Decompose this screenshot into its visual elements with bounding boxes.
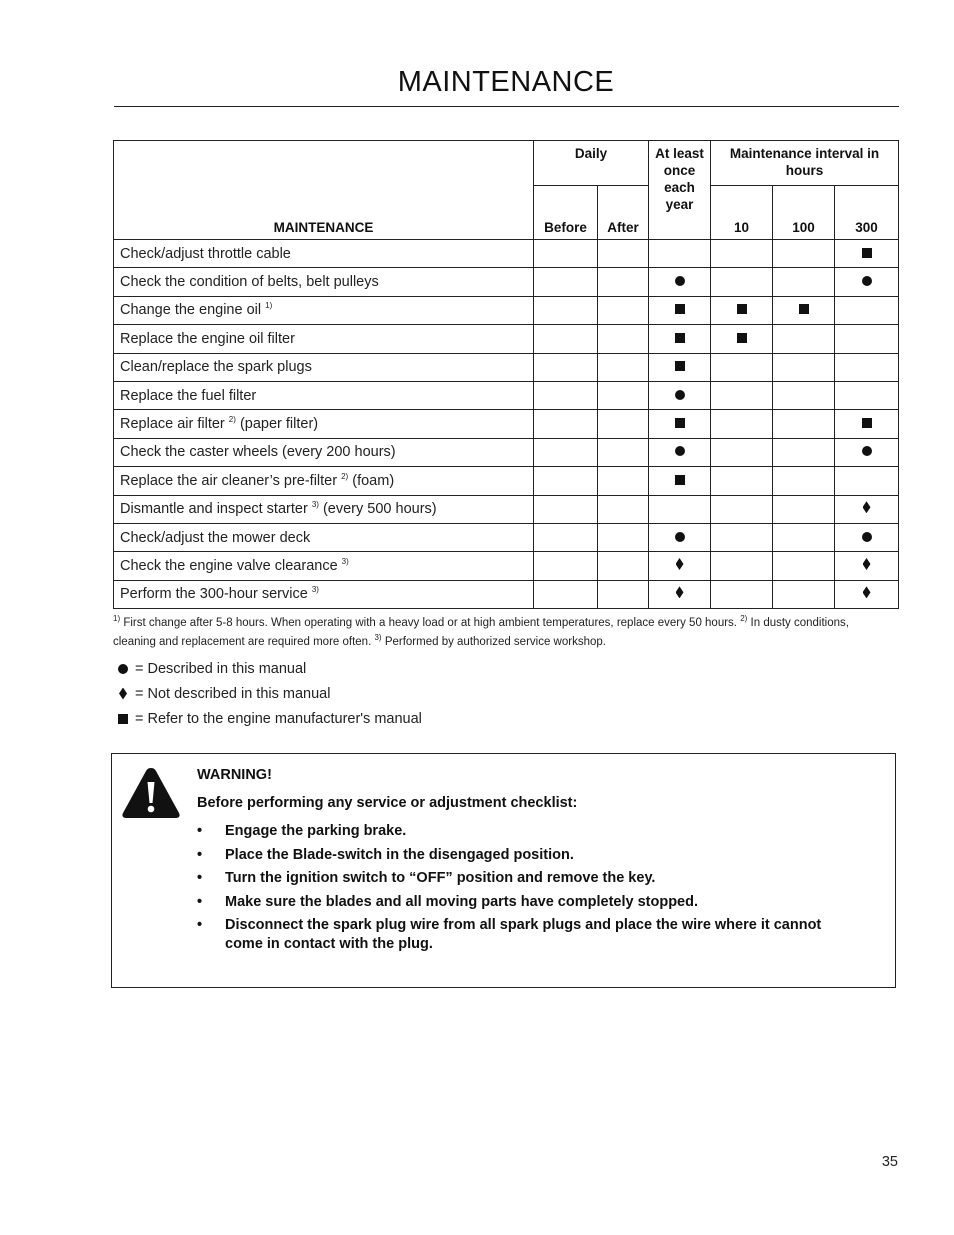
- cell-10-hours: [711, 325, 773, 353]
- cell-100-hours: [773, 552, 835, 580]
- warning-lead: Before performing any service or adjustment checklist:: [197, 795, 578, 811]
- cell-300-hours: [835, 410, 899, 438]
- cell-10-hours: [711, 523, 773, 551]
- cell-10-hours: [711, 296, 773, 324]
- diamond-icon: [119, 688, 127, 700]
- square-icon: [737, 304, 747, 314]
- footnote-ref: 2): [341, 471, 349, 481]
- cell-10-hours: [711, 240, 773, 268]
- cell-once-each-year: [649, 353, 711, 381]
- task-name: Replace the fuel filter: [120, 387, 257, 404]
- cell-100-hours: [773, 353, 835, 381]
- warning-item-text: Disconnect the spark plug wire from all spark plugs and place the wire where it cannot come in contact with the plug.: [225, 917, 822, 952]
- warning-list: [197, 822, 837, 954]
- warning-triangle-icon: [121, 766, 181, 820]
- legend-label-described: = Described in this manual: [135, 660, 307, 677]
- task-cell: [114, 552, 534, 580]
- task-name: Dismantle and inspect starter: [120, 501, 308, 518]
- task-cell: [114, 495, 534, 523]
- task-note: (foam): [352, 472, 395, 489]
- cell-once-each-year: [649, 580, 711, 608]
- cell-once-each-year: [649, 467, 711, 495]
- table-row: [114, 580, 899, 608]
- warning-item-text: Place the Blade-switch in the disengaged position.: [225, 846, 574, 863]
- cell-300-hours: [835, 495, 899, 523]
- cell-10-hours: [711, 410, 773, 438]
- task-cell: [114, 353, 534, 381]
- cell-10-hours: [711, 467, 773, 495]
- footnote-ref: 1): [265, 301, 273, 311]
- dot-icon: [118, 664, 128, 674]
- cell-after: [598, 353, 649, 381]
- cell-before: [534, 353, 598, 381]
- cell-300-hours: [835, 381, 899, 409]
- cell-once-each-year: [649, 495, 711, 523]
- task-name: Check/adjust the mower deck: [120, 529, 311, 546]
- warning-item-text: Turn the ignition switch to “OFF” position and remove the key.: [225, 870, 656, 886]
- cell-once-each-year: [649, 240, 711, 268]
- footnote-2-text: In dusty conditions, cleaning and replacement are required more often.: [113, 617, 849, 648]
- cell-after: [598, 325, 649, 353]
- cell-300-hours: [835, 467, 899, 495]
- square-icon: [675, 361, 685, 371]
- cell-300-hours: [835, 268, 899, 296]
- page-number: 35: [881, 1154, 898, 1170]
- task-name: Check the condition of belts, belt pulleys: [120, 274, 379, 291]
- dot-icon: [675, 532, 685, 542]
- cell-once-each-year: [649, 552, 711, 580]
- warning-item-blades-stopped: [197, 893, 837, 912]
- table-row: [114, 495, 899, 523]
- task-cell: [114, 296, 534, 324]
- task-name: Change the engine oil: [120, 302, 262, 319]
- legend-item-not-described: [113, 681, 422, 706]
- cell-after: [598, 268, 649, 296]
- task-cell: [114, 580, 534, 608]
- dot-icon: [675, 390, 685, 400]
- cell-after: [598, 381, 649, 409]
- task-cell: [114, 523, 534, 551]
- cell-10-hours: [711, 580, 773, 608]
- cell-300-hours: [835, 240, 899, 268]
- square-icon: [675, 333, 685, 343]
- square-icon: [675, 418, 685, 428]
- cell-after: [598, 552, 649, 580]
- cell-once-each-year: [649, 381, 711, 409]
- task-note: (every 500 hours): [322, 501, 437, 518]
- cell-300-hours: [835, 552, 899, 580]
- warning-title: WARNING!: [197, 767, 272, 783]
- dot-icon: [862, 446, 872, 456]
- table-row: [114, 353, 899, 381]
- task-name: Check the engine valve clearance: [120, 557, 338, 574]
- cell-once-each-year: [649, 438, 711, 466]
- bullet-icon: •: [197, 823, 203, 839]
- cell-100-hours: [773, 580, 835, 608]
- task-cell: [114, 438, 534, 466]
- bullet-icon: •: [197, 893, 203, 910]
- cell-100-hours: [773, 523, 835, 551]
- bullet-icon: •: [197, 846, 203, 863]
- dot-icon: [675, 446, 685, 456]
- footnote-3-mark: 3): [374, 633, 382, 643]
- warning-item-spark-plug-wire: [197, 916, 837, 954]
- warning-item-blade-switch: [197, 846, 837, 865]
- page-title: MAINTENANCE: [397, 66, 615, 98]
- cell-after: [598, 296, 649, 324]
- cell-before: [534, 296, 598, 324]
- task-cell: [114, 325, 534, 353]
- cell-10-hours: [711, 552, 773, 580]
- cell-300-hours: [835, 580, 899, 608]
- dot-icon: [675, 276, 685, 286]
- task-name: Perform the 300-hour service: [120, 586, 308, 603]
- table-row: [114, 523, 899, 551]
- legend: [113, 656, 422, 731]
- square-icon: [675, 475, 685, 485]
- task-cell: [114, 268, 534, 296]
- footnote-1-text: First change after 5-8 hours. When operating with a heavy load or at high ambient temperatures, replace every 50 hours.: [123, 617, 737, 629]
- task-name: Replace the engine oil filter: [120, 330, 295, 347]
- cell-300-hours: [835, 296, 899, 324]
- cell-300-hours: [835, 353, 899, 381]
- cell-100-hours: [773, 325, 835, 353]
- task-name: Clean/replace the spark plugs: [120, 359, 312, 376]
- square-icon: [118, 714, 128, 724]
- cell-10-hours: [711, 438, 773, 466]
- cell-after: [598, 580, 649, 608]
- task-note: (paper filter): [239, 416, 319, 433]
- table-row: [114, 552, 899, 580]
- diamond-icon: [863, 558, 871, 570]
- footnote-ref: 3): [311, 500, 319, 510]
- header-daily: Daily: [534, 141, 649, 186]
- table-row: [114, 325, 899, 353]
- footnote-ref: 3): [341, 557, 349, 567]
- cell-10-hours: [711, 268, 773, 296]
- cell-300-hours: [835, 523, 899, 551]
- table-row: [114, 410, 899, 438]
- cell-100-hours: [773, 495, 835, 523]
- task-name: Replace air filter: [120, 416, 225, 433]
- warning-item-text: Engage the parking brake.: [225, 823, 407, 839]
- header-before: Before: [534, 186, 598, 240]
- cell-100-hours: [773, 410, 835, 438]
- cell-before: [534, 523, 598, 551]
- task-name: Replace the air cleaner’s pre-filter: [120, 472, 338, 489]
- footnote-ref: 3): [311, 585, 319, 595]
- legend-label-engine-manual: = Refer to the engine manufacturer's manual: [135, 710, 422, 727]
- diamond-icon: [863, 586, 871, 598]
- header-100-hours: 100: [773, 186, 835, 240]
- cell-100-hours: [773, 268, 835, 296]
- cell-300-hours: [835, 325, 899, 353]
- warning-item-ignition: [197, 869, 837, 888]
- task-cell: [114, 381, 534, 409]
- table-row: [114, 240, 899, 268]
- cell-before: [534, 495, 598, 523]
- task-name: Check/adjust throttle cable: [120, 245, 291, 262]
- cell-after: [598, 438, 649, 466]
- table-row: [114, 381, 899, 409]
- cell-100-hours: [773, 296, 835, 324]
- table-row: [114, 467, 899, 495]
- table-body: [114, 240, 899, 609]
- task-cell: [114, 240, 534, 268]
- cell-before: [534, 438, 598, 466]
- header-10-hours: 10: [711, 186, 773, 240]
- cell-once-each-year: [649, 325, 711, 353]
- table-row: [114, 268, 899, 296]
- cell-after: [598, 467, 649, 495]
- square-icon: [737, 333, 747, 343]
- square-icon: [675, 304, 685, 314]
- cell-before: [534, 240, 598, 268]
- header-300-hours: 300: [835, 186, 899, 240]
- bullet-icon: •: [197, 870, 203, 886]
- header-maintenance: MAINTENANCE: [114, 141, 534, 240]
- legend-item-described: [113, 656, 422, 681]
- task-cell: [114, 410, 534, 438]
- square-icon: [799, 304, 809, 314]
- cell-before: [534, 410, 598, 438]
- cell-once-each-year: [649, 296, 711, 324]
- cell-100-hours: [773, 438, 835, 466]
- task-name: Check the caster wheels (every 200 hours): [120, 444, 396, 461]
- legend-item-engine-manual: [113, 706, 422, 731]
- diamond-icon: [676, 558, 684, 570]
- cell-once-each-year: [649, 410, 711, 438]
- table-row: [114, 438, 899, 466]
- cell-before: [534, 552, 598, 580]
- cell-after: [598, 410, 649, 438]
- footnotes: [113, 614, 893, 652]
- dot-icon: [862, 532, 872, 542]
- legend-label-not-described: = Not described in this manual: [135, 685, 331, 702]
- warning-box: [111, 753, 896, 988]
- warning-item-text: Make sure the blades and all moving parts have completely stopped.: [225, 893, 698, 910]
- dot-icon: [862, 276, 872, 286]
- footnote-1-mark: 1): [113, 614, 121, 624]
- bullet-icon: •: [197, 917, 203, 933]
- table-row: [114, 296, 899, 324]
- square-icon: [862, 248, 872, 258]
- cell-before: [534, 580, 598, 608]
- footnote-ref: 2): [228, 415, 236, 425]
- cell-300-hours: [835, 438, 899, 466]
- title-divider: [114, 106, 899, 107]
- task-cell: [114, 467, 534, 495]
- maintenance-table: [113, 140, 899, 609]
- cell-before: [534, 325, 598, 353]
- cell-100-hours: [773, 240, 835, 268]
- cell-10-hours: [711, 495, 773, 523]
- cell-before: [534, 467, 598, 495]
- footnote-3-text: Performed by authorized service workshop.: [384, 636, 606, 648]
- cell-once-each-year: [649, 523, 711, 551]
- cell-after: [598, 240, 649, 268]
- diamond-icon: [863, 501, 871, 513]
- cell-100-hours: [773, 467, 835, 495]
- cell-before: [534, 381, 598, 409]
- cell-10-hours: [711, 353, 773, 381]
- cell-once-each-year: [649, 268, 711, 296]
- diamond-icon: [676, 586, 684, 598]
- cell-100-hours: [773, 381, 835, 409]
- square-icon: [862, 418, 872, 428]
- cell-after: [598, 523, 649, 551]
- cell-before: [534, 268, 598, 296]
- header-once-each-year: At least once each year: [649, 141, 711, 240]
- warning-item-parking-brake: [197, 822, 837, 841]
- header-maintenance-interval: Maintenance interval in hours: [711, 141, 899, 186]
- cell-after: [598, 495, 649, 523]
- cell-10-hours: [711, 381, 773, 409]
- footnote-2-mark: 2): [740, 614, 748, 624]
- header-after: After: [598, 186, 649, 240]
